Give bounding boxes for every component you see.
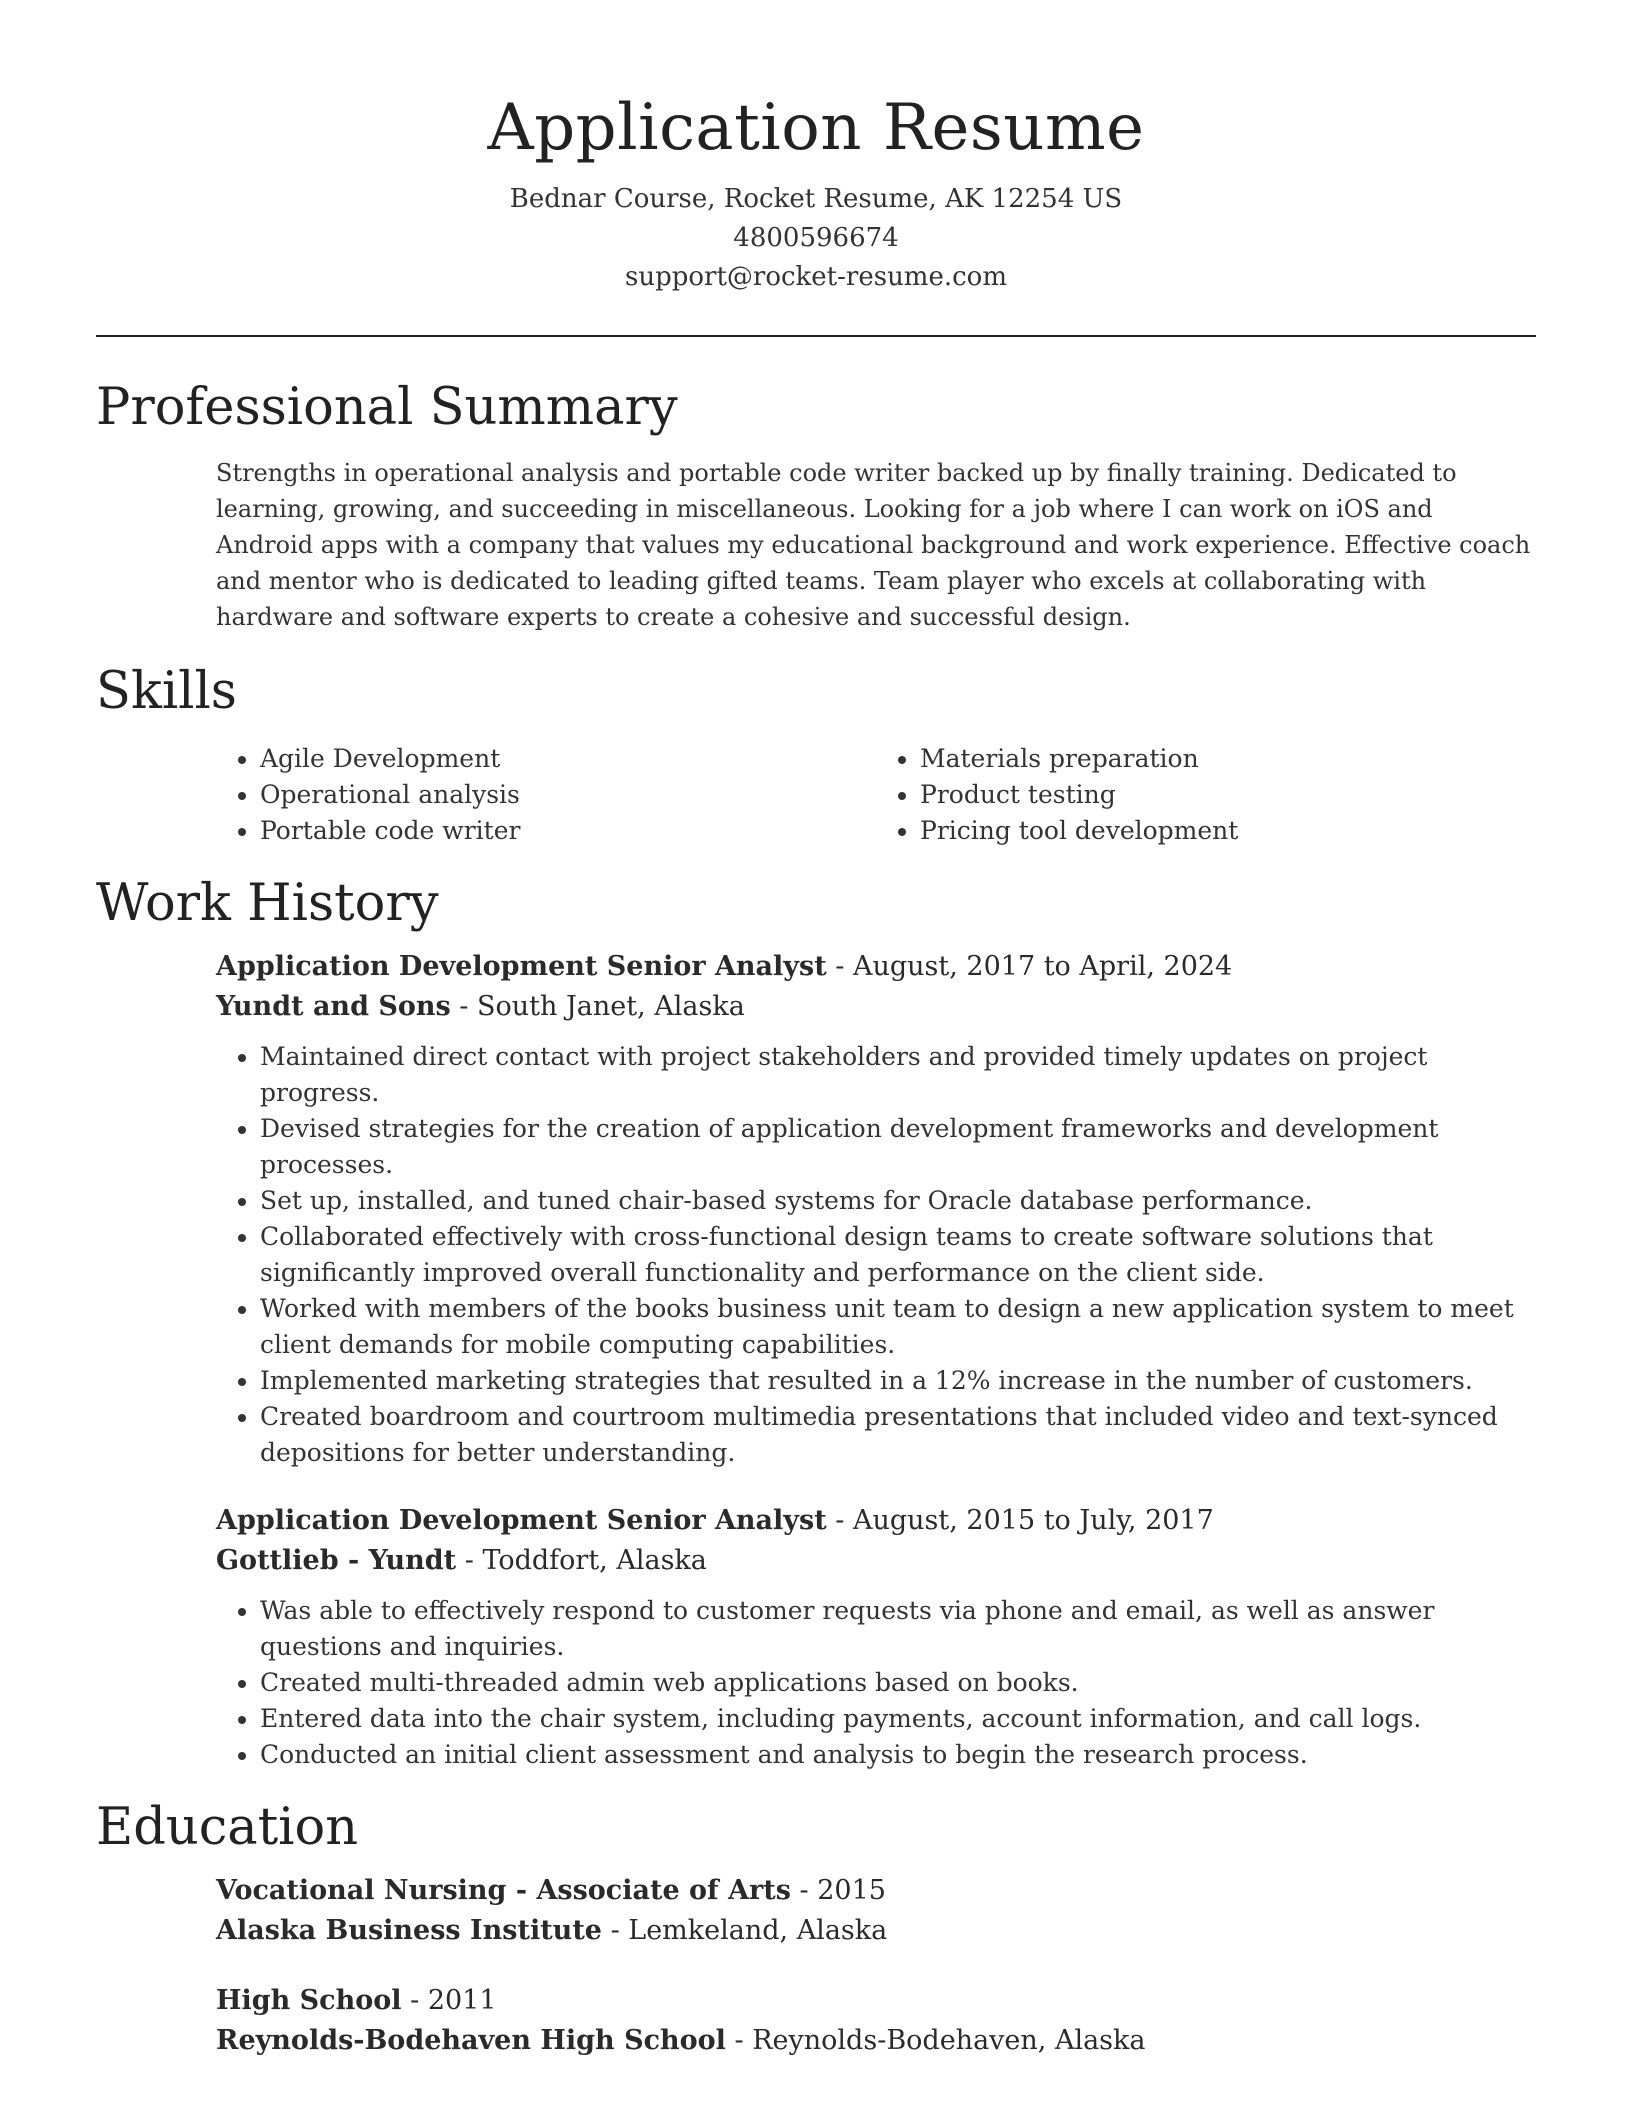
skill-item: • Agile Development	[260, 741, 876, 777]
skill-item: • Materials preparation	[920, 741, 1536, 777]
education-location: - Lemkeland, Alaska	[610, 1915, 888, 1946]
contact-address: Bednar Course, Rocket Resume, AK 12254 US	[509, 184, 1123, 214]
job-entry	[216, 1501, 1536, 1773]
education-school-line	[216, 2021, 1536, 2061]
job-bullet: • Created multi-threaded admin web applications based on books.	[260, 1665, 1536, 1701]
summary-heading: Professional Summary	[96, 378, 678, 437]
contact-info	[96, 180, 1536, 297]
work-history-section	[96, 873, 1536, 1773]
job-bullet: • Devised strategies for the creation of application development frameworks and development processes.	[260, 1111, 1536, 1183]
skill-item: • Pricing tool development	[920, 813, 1536, 849]
job-bullet: • Worked with members of the books business unit team to design a new application system to meet client demands for mobile computing capabilities.	[260, 1291, 1536, 1363]
job-dates: - August, 2015 to July, 2017	[835, 1505, 1214, 1536]
education-degree: High School	[216, 1985, 402, 2016]
job-entry	[216, 947, 1536, 1471]
job-bullets	[216, 1593, 1536, 1773]
skills-list-left	[216, 741, 876, 849]
job-bullet: • Set up, installed, and tuned chair-based systems for Oracle database performance.	[260, 1183, 1536, 1219]
skills-list-right	[876, 741, 1536, 849]
skills-section	[96, 661, 1536, 849]
summary-text: Strengths in operational analysis and portable code writer backed up by finally training. Dedicated to learning, growing, and succeeding in miscellaneous. Looking for a job where I can work on iOS and Android apps with a company that values my educational background and work experience. Effective coach and mentor who is dedicated to leading gifted teams. Team player who excels at collaborating with hardware and software experts to create a cohesive and successful design.	[216, 459, 1531, 631]
education-entry	[216, 1871, 1536, 1951]
job-bullet: • Entered data into the chair system, including payments, account information, and call logs.	[260, 1701, 1536, 1737]
summary-section	[96, 377, 1536, 635]
job-bullet: • Conducted an initial client assessment and analysis to begin the research process.	[260, 1737, 1536, 1773]
contact-phone: 4800596674	[733, 223, 899, 253]
job-location: - Toddfort, Alaska	[464, 1545, 707, 1576]
education-entry	[216, 1981, 1536, 2061]
skills-columns	[216, 741, 1536, 849]
education-location: - Reynolds-Bodehaven, Alaska	[734, 2025, 1146, 2056]
job-location: - South Janet, Alaska	[459, 991, 745, 1022]
skills-heading: Skills	[96, 662, 237, 721]
job-company: Yundt and Sons	[216, 991, 451, 1022]
job-role: Application Development Senior Analyst	[216, 1505, 827, 1536]
job-company: Gottlieb - Yundt	[216, 1545, 457, 1576]
job-bullet: • Was able to effectively respond to customer requests via phone and email, as well as answer questions and inquiries.	[260, 1593, 1536, 1665]
education-school-line	[216, 1911, 1536, 1951]
education-degree-line	[216, 1981, 1536, 2021]
resume-header	[96, 0, 1536, 297]
job-bullet: • Created boardroom and courtroom multimedia presentations that included video and text-synced depositions for better understanding.	[260, 1399, 1536, 1471]
job-dates: - August, 2017 to April, 2024	[835, 951, 1233, 982]
job-role: Application Development Senior Analyst	[216, 951, 827, 982]
job-bullet: • Maintained direct contact with project stakeholders and provided timely updates on project progress.	[260, 1039, 1536, 1111]
education-year: - 2015	[799, 1875, 886, 1906]
skill-item: • Portable code writer	[260, 813, 876, 849]
education-school: Reynolds-Bodehaven High School	[216, 2025, 726, 2056]
job-company-line	[216, 987, 1536, 1027]
contact-email[interactable]: support@rocket-resume.com	[624, 262, 1007, 292]
job-bullets	[216, 1039, 1536, 1471]
education-heading: Education	[96, 1798, 359, 1857]
skill-item: • Product testing	[920, 777, 1536, 813]
job-company-line	[216, 1541, 1536, 1581]
work-history-heading: Work History	[96, 874, 439, 933]
resume-title: Application Resume	[487, 91, 1145, 165]
job-title-line	[216, 1501, 1536, 1541]
job-bullet: • Implemented marketing strategies that resulted in a 12% increase in the number of customers.	[260, 1363, 1536, 1399]
education-section	[96, 1797, 1536, 2061]
header-divider	[96, 335, 1536, 337]
education-degree-line	[216, 1871, 1536, 1911]
education-year: - 2011	[410, 1985, 497, 2016]
skill-item: • Operational analysis	[260, 777, 876, 813]
job-bullet: • Collaborated effectively with cross-functional design teams to create software solutions that significantly improved overall functionality and performance on the client side.	[260, 1219, 1536, 1291]
job-title-line	[216, 947, 1536, 987]
education-degree: Vocational Nursing - Associate of Arts	[216, 1875, 791, 1906]
education-school: Alaska Business Institute	[216, 1915, 602, 1946]
